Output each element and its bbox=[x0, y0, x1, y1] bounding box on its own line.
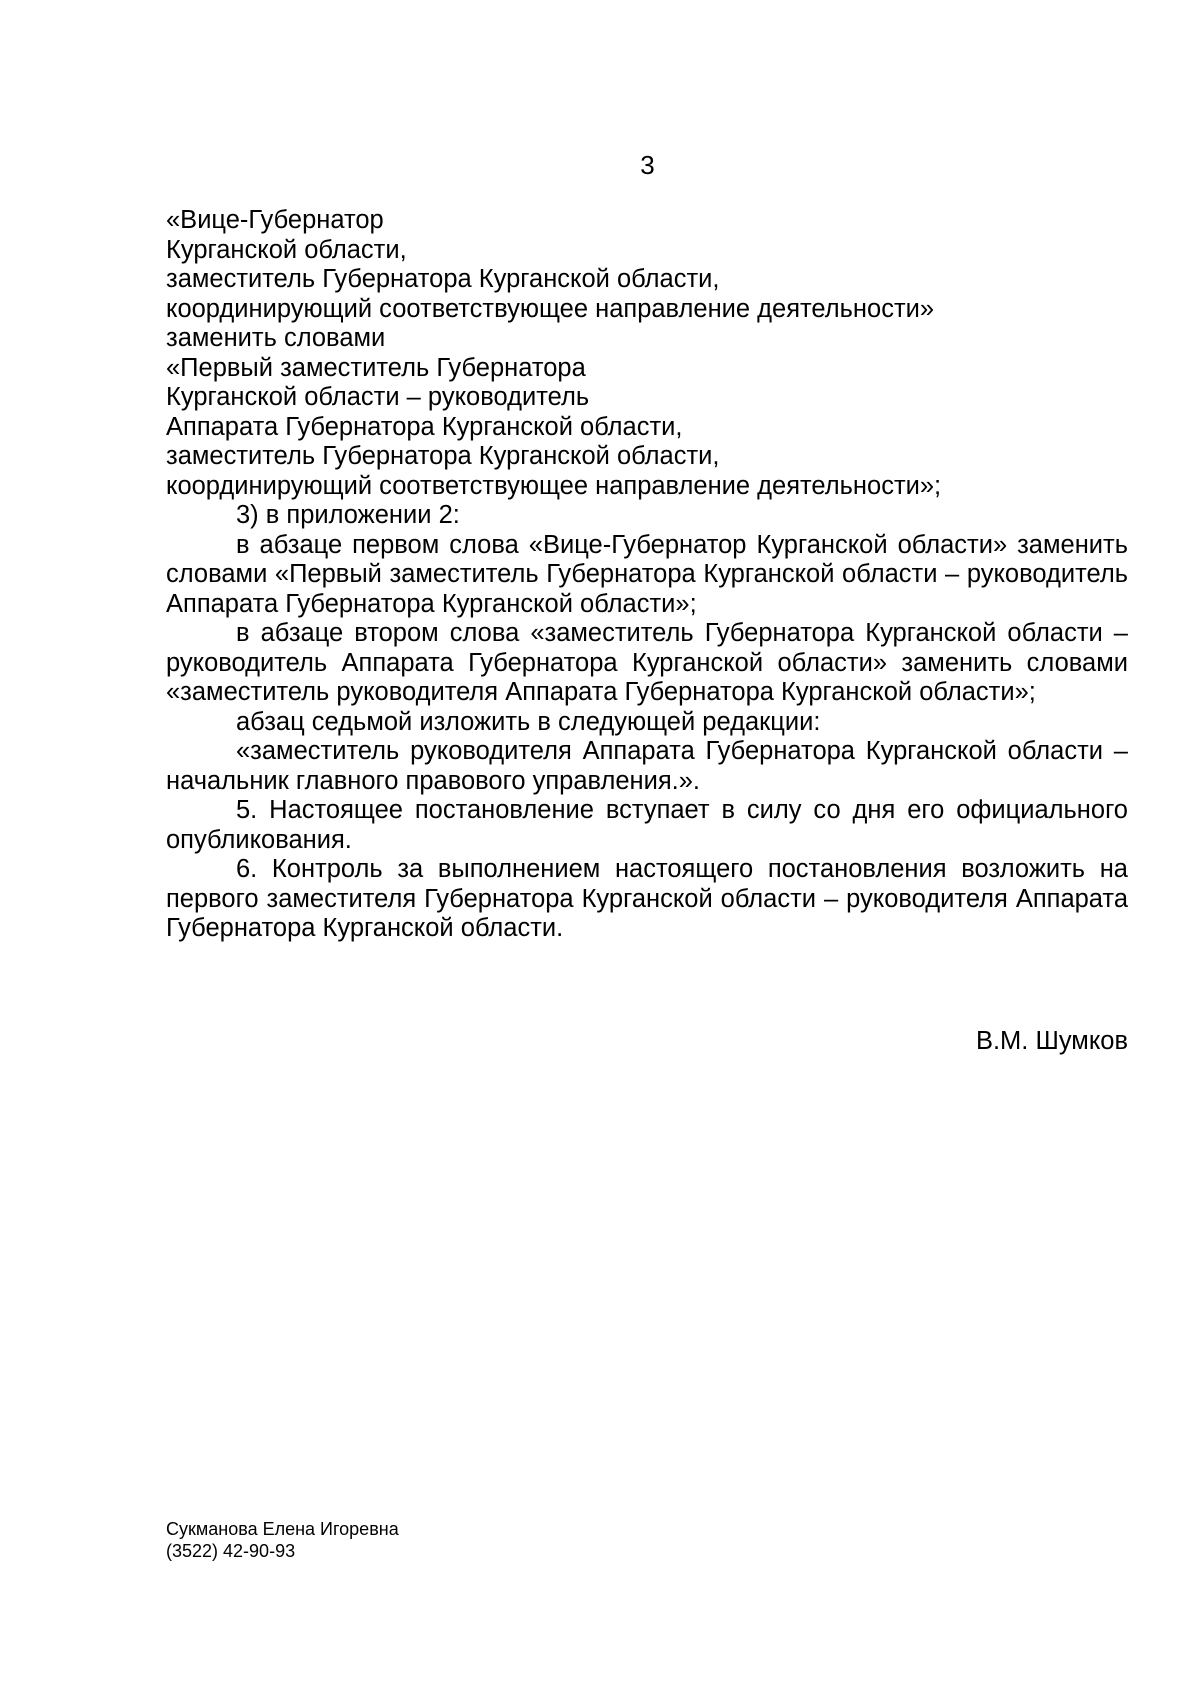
quote-line: заменить словами bbox=[166, 324, 386, 352]
quote-block bbox=[166, 206, 1128, 501]
document-body bbox=[166, 206, 1128, 944]
quote-line: координирующий соответствующее направление деятельности» bbox=[166, 294, 935, 323]
executor-block bbox=[166, 1518, 399, 1562]
paragraph-second-abzac: в абзаце втором слова «заместитель Губернатора Курганской области – руководитель Аппарата Губернатора Курганской области» заменить словами «заместитель руководителя Аппарата Губернатора Курганской области»; bbox=[166, 619, 1128, 706]
page-number: 3 bbox=[640, 150, 655, 180]
paragraph-seventh-abzac: абзац седьмой изложить в следующей редакции: bbox=[236, 707, 821, 736]
paragraph-appendix-2: 3) в приложении 2: bbox=[236, 501, 460, 529]
paragraph-item-6: 6. Контроль за выполнением настоящего постановления возложить на первого заместителя Губернатора Курганской области – руководителя Аппарата Губернатора Курганской области. bbox=[166, 855, 1128, 942]
quote-line: «Первый заместитель Губернатора bbox=[166, 353, 586, 382]
paragraph-new-wording: «заместитель руководителя Аппарата Губернатора Курганской области – начальник главного правового управления.». bbox=[166, 737, 1128, 795]
paragraph-item-5: 5. Настоящее постановление вступает в силу со дня его официального опубликования. bbox=[166, 796, 1128, 854]
quote-line: заместитель Губернатора Курганской области, bbox=[166, 265, 720, 293]
executor-name: Сукманова Елена Игоревна bbox=[166, 1519, 399, 1539]
signature-name: В.М. Шумков bbox=[975, 1027, 1128, 1055]
quote-line: заместитель Губернатора Курганской области, bbox=[166, 442, 720, 470]
executor-phone: (3522) 42-90-93 bbox=[166, 1541, 296, 1561]
quote-line: Курганской области, bbox=[166, 235, 407, 264]
quote-line: Курганской области – руководитель bbox=[166, 383, 590, 411]
quote-line: «Вице-Губернатор bbox=[166, 206, 384, 234]
quote-line: Аппарата Губернатора Курганской области, bbox=[166, 412, 683, 441]
quote-line: координирующий соответствующее направление деятельности»; bbox=[166, 471, 942, 500]
paragraph-first-abzac: в абзаце первом слова «Вице-Губернатор Курганской области» заменить словами «Первый заместитель Губернатора Курганской области – руководитель Аппарата Губернатора Курганской области»; bbox=[166, 530, 1128, 618]
